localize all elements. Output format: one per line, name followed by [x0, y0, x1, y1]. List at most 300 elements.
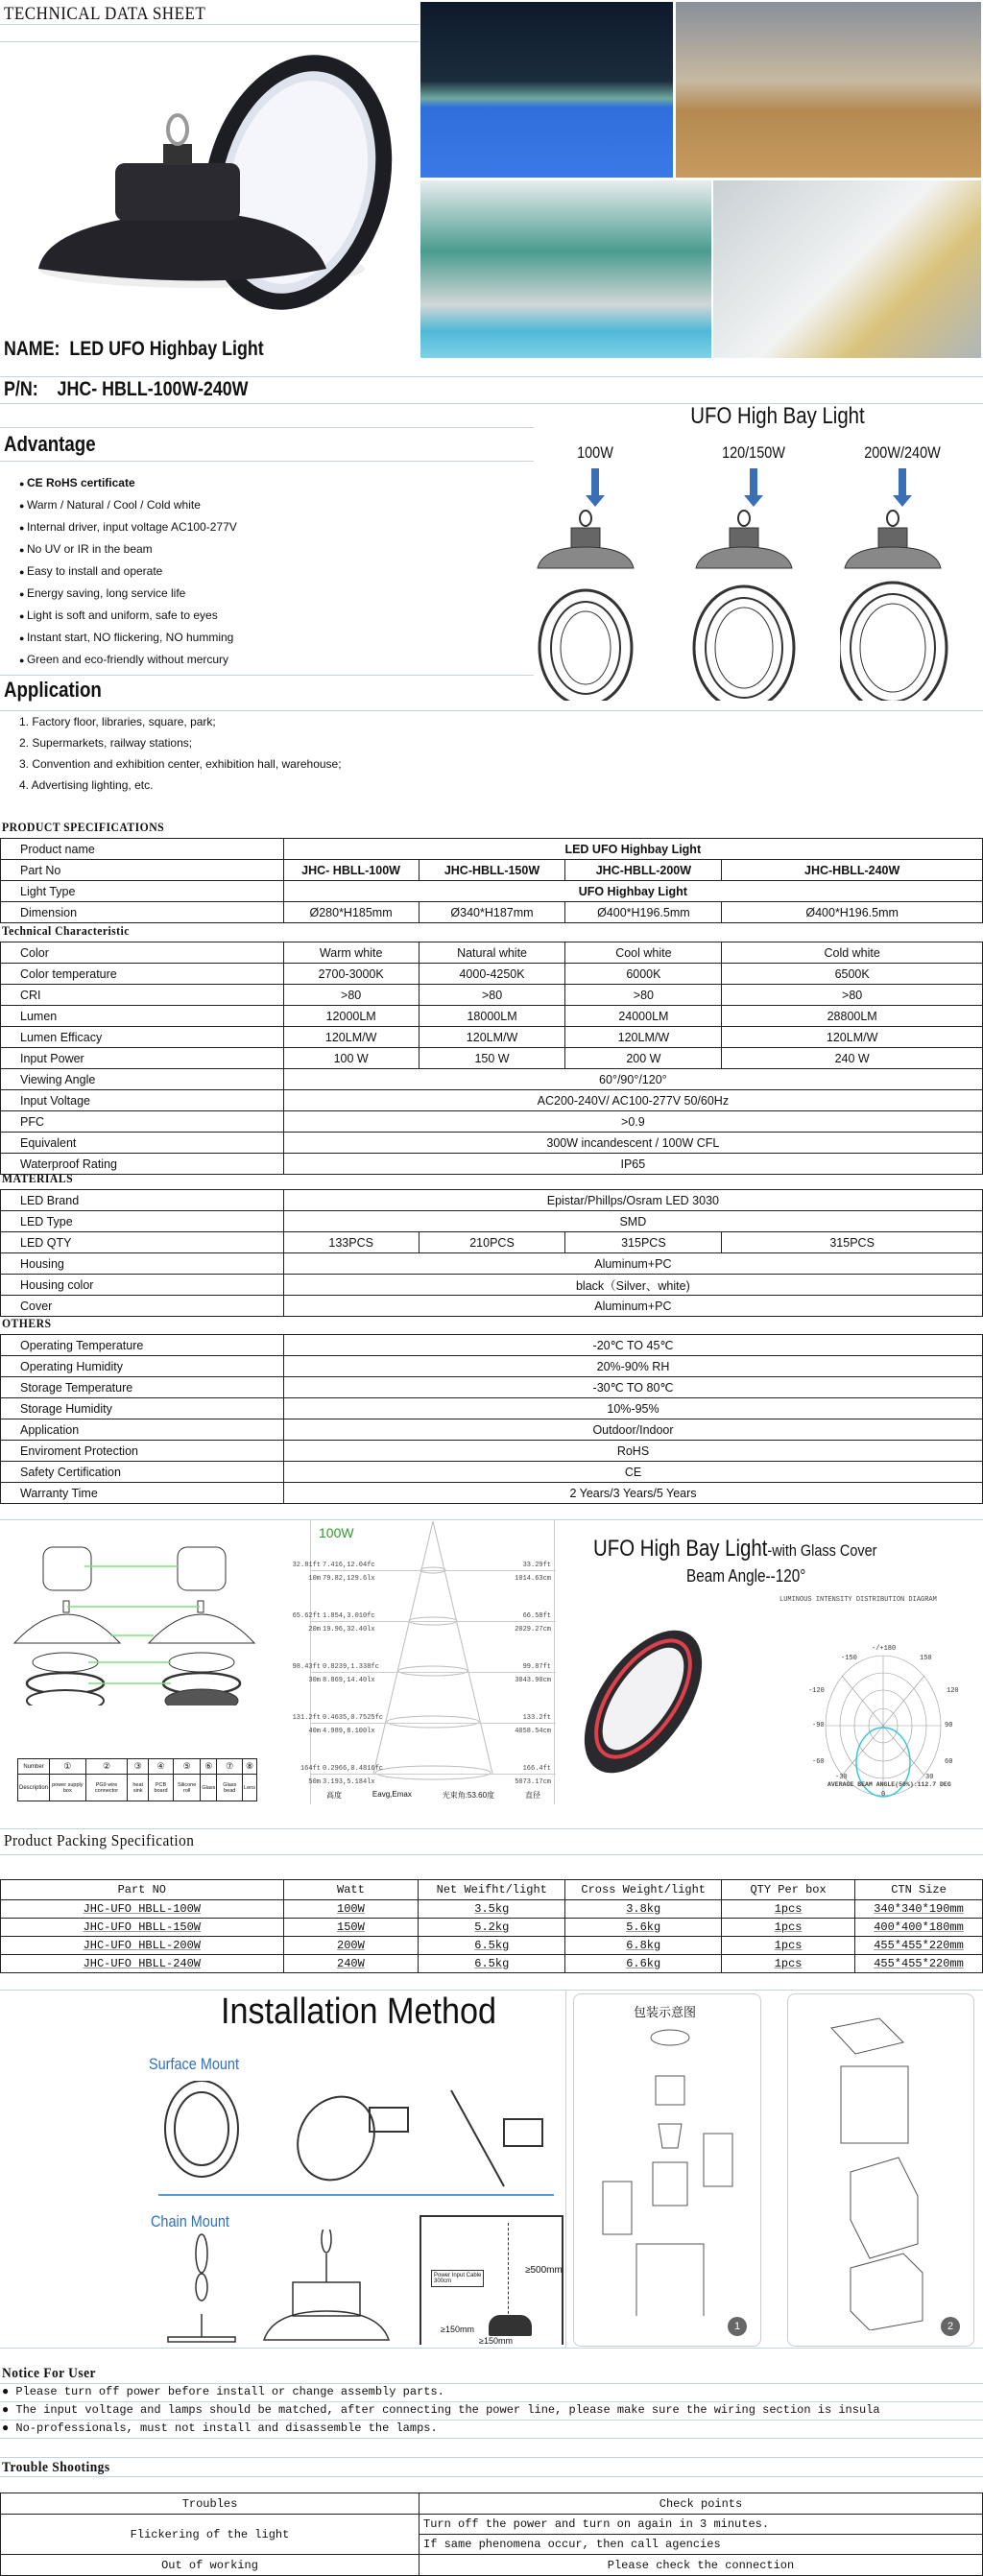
- flicker-check-1: Turn off the power and turn on again in 3 minutes.: [420, 2515, 983, 2535]
- part-number: ①: [50, 1759, 86, 1775]
- glass-cover-lamp-image: [557, 1620, 730, 1783]
- trouble-flicker: Flickering of the light: [1, 2515, 420, 2555]
- height-ft: 131.2ft: [292, 1714, 321, 1722]
- arrow-down-icon: [591, 468, 599, 497]
- packing-cell: 6.5kg: [419, 1937, 565, 1955]
- spec-value: 24000LM: [565, 1006, 722, 1027]
- spec-value: -20℃ TO 45℃: [284, 1335, 983, 1356]
- spec-label: Equivalent: [1, 1133, 284, 1154]
- spec-label: CRI: [1, 985, 284, 1006]
- spec-label: Part No: [1, 860, 284, 881]
- spec-value: 100 W: [283, 1048, 419, 1069]
- illuminance-lx: 8.869,14.40lx: [323, 1677, 375, 1684]
- advantage-item: [19, 472, 237, 494]
- advantage-text: Energy saving, long service life: [26, 586, 186, 600]
- power-cable-note: [431, 2270, 484, 2287]
- advantage-item: [19, 538, 237, 561]
- packing-cell: 455*455*220mm: [855, 1955, 983, 1973]
- arrow-head: [893, 495, 912, 507]
- spec-row: [1, 1190, 983, 1211]
- advantage-text: Light is soft and uniform, safe to eyes: [26, 608, 218, 622]
- spec-label: Operating Temperature: [1, 1335, 284, 1356]
- bullet-icon: ●: [19, 567, 27, 577]
- spec-value: Ø340*H187mm: [419, 902, 565, 923]
- polar-angle-label: 120: [947, 1687, 959, 1695]
- advantage-text: Green and eco-friendly without mercury: [26, 653, 229, 666]
- beam-wattage: 100W: [319, 1525, 354, 1540]
- spec-value: Ø400*H196.5mm: [565, 902, 722, 923]
- spec-value: 6500K: [722, 964, 983, 985]
- spec-value: LED UFO Highbay Light: [283, 839, 982, 860]
- height-m: 10m: [308, 1575, 321, 1583]
- packing-row: [1, 1955, 983, 1973]
- spec-value: 10%-95%: [284, 1398, 983, 1419]
- part-number: [4, 378, 249, 401]
- flicker-check-2: If same phenomena occur, then call agencies: [420, 2535, 983, 2555]
- spec-row: [1, 1069, 983, 1090]
- illuminance-lx: 3.193,5.184lx: [323, 1778, 375, 1786]
- spec-value: CE: [284, 1462, 983, 1483]
- models-diagram: [538, 441, 983, 701]
- spec-value: JHC-HBLL-240W: [722, 860, 983, 881]
- packing-row: [1, 1900, 983, 1919]
- application-item: 4. Advertising lighting, etc.: [19, 778, 154, 792]
- spec-label: LED Type: [1, 1211, 284, 1232]
- packing-cell: 3.5kg: [419, 1900, 565, 1919]
- illuminance-lx: 4.989,8.100lx: [323, 1728, 375, 1735]
- materials-title: MATERIALS: [2, 1171, 74, 1185]
- height-ft: 164ft: [300, 1765, 321, 1773]
- beam-level-line: [311, 1774, 556, 1775]
- spec-label: Viewing Angle: [1, 1069, 284, 1090]
- packing-cell: JHC-UFO HBLL-150W: [1, 1919, 284, 1937]
- application-item: 1. Factory floor, libraries, square, park;: [19, 715, 216, 728]
- bullet-icon: ●: [19, 479, 27, 489]
- spec-label: Safety Certification: [1, 1462, 284, 1483]
- models-diagram-title: UFO High Bay Light: [690, 403, 865, 429]
- packing-cell: 1pcs: [722, 1955, 855, 1973]
- spec-row: [1, 1027, 983, 1048]
- spec-row: [1, 1462, 983, 1483]
- spec-value: 2700-3000K: [283, 964, 419, 985]
- spec-row: [1, 1048, 983, 1069]
- packing-header: CTN Size: [855, 1880, 983, 1900]
- packing-header: QTY Per box: [722, 1880, 855, 1900]
- lamp-drawing: [533, 509, 658, 701]
- packing-cell: JHC-UFO HBLL-100W: [1, 1900, 284, 1919]
- part-number: ⑦: [217, 1759, 243, 1775]
- advantage-text: Instant start, NO flickering, NO humming: [26, 631, 234, 644]
- polar-angle-label: -90: [812, 1722, 825, 1729]
- polar-angle-label: -30: [835, 1774, 848, 1781]
- beam-footer-label: 高度: [325, 1791, 342, 1800]
- part-description: heat sink: [128, 1775, 149, 1801]
- photo-warehouse: [713, 180, 981, 358]
- arrow-down-icon: [750, 468, 757, 497]
- min-side: ≥150mm: [441, 2325, 474, 2334]
- beam-angle: Beam Angle--120°: [686, 1566, 806, 1586]
- spec-row: [1, 1111, 983, 1133]
- spec-label: Storage Humidity: [1, 1398, 284, 1419]
- beam-level-line: [311, 1570, 556, 1571]
- spec-row: [1, 1441, 983, 1462]
- packing-row: [1, 1937, 983, 1955]
- advantage-text: No UV or IR in the beam: [26, 542, 153, 556]
- packing-cell: 455*455*220mm: [855, 1937, 983, 1955]
- arrow-head: [744, 495, 763, 507]
- spec-label: LED QTY: [1, 1232, 284, 1253]
- polar-angle-label: 30: [925, 1774, 934, 1781]
- spec-value: 18000LM: [419, 1006, 565, 1027]
- diameter-ft: 166.4ft: [522, 1765, 551, 1773]
- application-item: 2. Supermarkets, railway stations;: [19, 736, 193, 750]
- spec-value: black（Silver、white): [283, 1275, 982, 1296]
- grid-line: [0, 376, 983, 377]
- installation-title: Installation Method: [221, 1992, 497, 2032]
- part-description: PG9 wire connector: [85, 1775, 128, 1801]
- packing-cell: JHC-UFO HBLL-200W: [1, 1937, 284, 1955]
- spec-row: [1, 1133, 983, 1154]
- part-description: Glass bead: [217, 1775, 243, 1801]
- spec-value: 120LM/W: [565, 1027, 722, 1048]
- packing-cell: 1pcs: [722, 1900, 855, 1919]
- bullet-icon: ●: [19, 501, 27, 511]
- luminous-diagram-title: LUMINOUS INTENSITY DISTRIBUTION DIAGRAM: [779, 1596, 937, 1604]
- spec-value: 210PCS: [419, 1232, 565, 1253]
- min-side-2: ≥150mm: [479, 2336, 513, 2346]
- packing-cell: 400*400*180mm: [855, 1919, 983, 1937]
- packing-header: Cross Weight/light: [565, 1880, 722, 1900]
- spec-label: Dimension: [1, 902, 284, 923]
- polar-angle-label: 0: [881, 1791, 886, 1799]
- spec-value: >0.9: [283, 1111, 982, 1133]
- spec-value: Ø280*H185mm: [283, 902, 419, 923]
- product-name: [4, 338, 264, 361]
- diameter-ft: 33.29ft: [522, 1562, 551, 1569]
- parts-description-row: [18, 1775, 257, 1801]
- advantage-title: Advantage: [4, 432, 96, 456]
- packing-cell: 1pcs: [722, 1937, 855, 1955]
- mount-clearance-diagram: [420, 2215, 563, 2345]
- chain-mount-label: Chain Mount: [151, 2212, 229, 2230]
- spec-row: [1, 881, 983, 902]
- spec-value: JHC-HBLL-150W: [419, 860, 565, 881]
- packing-cell: 6.8kg: [565, 1937, 722, 1955]
- bullet-icon: ●: [19, 656, 27, 665]
- part-number: ②: [85, 1759, 128, 1775]
- grid-line: [0, 2438, 983, 2439]
- spec-row: [1, 1253, 983, 1275]
- part-description: Glass: [201, 1775, 217, 1801]
- beam-distribution-chart: [292, 1519, 555, 1804]
- surface-mount-label: Surface Mount: [149, 2055, 239, 2073]
- spec-value: >80: [565, 985, 722, 1006]
- spec-row: [1, 1154, 983, 1175]
- packing-cell: 1pcs: [722, 1919, 855, 1937]
- grid-line: [0, 2383, 983, 2384]
- others-title: OTHERS: [2, 1316, 52, 1330]
- height-m: 20m: [308, 1626, 321, 1634]
- polar-angle-label: -/+180: [872, 1645, 897, 1653]
- glass-title-suffix: -with Glass Cover: [767, 1541, 877, 1560]
- height-m: 50m: [308, 1778, 321, 1786]
- polar-angle-label: 90: [945, 1722, 953, 1729]
- part-number: ③: [128, 1759, 149, 1775]
- spec-row: [1, 1398, 983, 1419]
- photo-badminton-hall: [420, 2, 673, 178]
- polar-angle-label: -60: [812, 1758, 825, 1766]
- packing-cell: 5.2kg: [419, 1919, 565, 1937]
- illuminance-fc: 7.416,12.04fc: [323, 1562, 375, 1569]
- part-description: power supply box: [50, 1775, 86, 1801]
- spec-value: 28800LM: [722, 1006, 983, 1027]
- glass-cover-panel: [557, 1534, 979, 1802]
- spec-row: [1, 942, 983, 964]
- glass-title-main: UFO High Bay Light: [593, 1536, 768, 1562]
- spec-label: Color temperature: [1, 964, 284, 985]
- spec-row: [1, 1483, 983, 1504]
- spec-label: Enviroment Protection: [1, 1441, 284, 1462]
- min-height: ≥500mm: [525, 2265, 563, 2276]
- step-number: 1: [728, 2317, 747, 2336]
- spec-row: [1, 902, 983, 923]
- spec-row: [1, 964, 983, 985]
- advantage-item: [19, 627, 237, 649]
- diameter-ft: 66.58ft: [522, 1612, 551, 1620]
- advantage-item: [19, 516, 237, 538]
- packing-cell: 340*340*190mm: [855, 1900, 983, 1919]
- grid-line: [0, 1828, 983, 1829]
- beam-footer-label: 光束角:53.60度: [442, 1791, 495, 1800]
- beam-level-line: [311, 1621, 556, 1622]
- spec-label: Housing color: [1, 1275, 284, 1296]
- grid-line: [0, 675, 534, 676]
- arrow-head: [586, 495, 605, 507]
- spec-value: 120LM/W: [283, 1027, 419, 1048]
- height-m: 40m: [308, 1728, 321, 1735]
- polar-angle-label: -120: [808, 1687, 825, 1695]
- application-title: Application: [4, 678, 102, 702]
- spec-value: 120LM/W: [419, 1027, 565, 1048]
- model-wattage: 100W: [577, 443, 613, 462]
- diameter-cm: 4058.54cm: [515, 1728, 551, 1735]
- spec-value: Epistar/Phillps/Osram LED 3030: [283, 1190, 982, 1211]
- spec-row: [1, 860, 983, 881]
- spec-value: Aluminum+PC: [283, 1253, 982, 1275]
- spec-label: Housing: [1, 1253, 284, 1275]
- spec-row: [1, 1275, 983, 1296]
- spec-label: Application: [1, 1419, 284, 1441]
- grid-line: [0, 2420, 983, 2421]
- part-description: PCB board: [149, 1775, 174, 1801]
- arrow-down-icon: [899, 468, 906, 497]
- spec-label: Input Voltage: [1, 1090, 284, 1111]
- grid-line: [0, 2476, 983, 2477]
- packing-header: Net Weifht/light: [419, 1880, 565, 1900]
- spec-value: 120LM/W: [722, 1027, 983, 1048]
- product-image: [19, 48, 403, 317]
- spec-value: 315PCS: [565, 1232, 722, 1253]
- spec-value: 4000-4250K: [419, 964, 565, 985]
- spec-value: JHC-HBLL-200W: [565, 860, 722, 881]
- spec-row: [1, 1296, 983, 1317]
- spec-value: 240 W: [722, 1048, 983, 1069]
- spec-value: Cold white: [722, 942, 983, 964]
- notice-text: The input voltage and lamps should be matched, after connecting the power line, please make sure the wiring section is insula: [15, 2403, 880, 2417]
- spec-row: [1, 1211, 983, 1232]
- packing-header-row: [1, 1880, 983, 1900]
- parts-description-label: Description: [18, 1775, 50, 1801]
- advantage-item: [19, 561, 237, 583]
- advantage-item: [19, 649, 237, 671]
- packing-header: Part NO: [1, 1880, 284, 1900]
- polar-angle-label: 60: [945, 1758, 953, 1766]
- packing-cell: 5.6kg: [565, 1919, 722, 1937]
- illuminance-lx: 19.96,32.40lx: [323, 1626, 375, 1634]
- cable-length: 300cm: [434, 2278, 452, 2284]
- spec-value: UFO Highbay Light: [283, 881, 982, 902]
- spec-value: 6000K: [565, 964, 722, 985]
- suspension-cable: [508, 2223, 509, 2319]
- spec-value: RoHS: [284, 1441, 983, 1462]
- checkpoint-header: Check points: [420, 2493, 983, 2515]
- packing-cell: 6.5kg: [419, 1955, 565, 1973]
- trouble-out: Out of working: [1, 2555, 420, 2576]
- illuminance-fc: 1.854,3.010fc: [323, 1612, 375, 1620]
- bullet-icon: ●: [19, 611, 27, 621]
- packing-cell: 100W: [283, 1900, 419, 1919]
- spec-row: [1, 985, 983, 1006]
- part-number: ⑤: [173, 1759, 200, 1775]
- trouble-title: Trouble Shootings: [2, 2460, 110, 2475]
- spec-value: Warm white: [283, 942, 419, 964]
- spec-value: AC200-240V/ AC100-277V 50/60Hz: [283, 1090, 982, 1111]
- materials-table: [0, 1189, 983, 1317]
- spec-value: Aluminum+PC: [283, 1296, 982, 1317]
- parts-number-label: Number: [18, 1759, 50, 1775]
- packing-cell: 200W: [283, 1937, 419, 1955]
- bullet-icon: ●: [19, 523, 27, 533]
- illuminance-fc: 0.8239,1.338fc: [323, 1663, 379, 1671]
- spec-value: >80: [722, 985, 983, 1006]
- application-list: [19, 711, 342, 796]
- beam-footer-label: Eavg,Emax: [372, 1790, 412, 1799]
- packing-cell: 6.6kg: [565, 1955, 722, 1973]
- beam-level-line: [311, 1723, 556, 1724]
- spec-value: Cool white: [565, 942, 722, 964]
- product-specs-table: [0, 838, 983, 923]
- height-ft: 98.43ft: [292, 1663, 321, 1671]
- spec-row: [1, 1090, 983, 1111]
- spec-value: 20%-90% RH: [284, 1356, 983, 1377]
- spec-row: [1, 1232, 983, 1253]
- name-value: LED UFO Highbay Light: [69, 338, 264, 360]
- spec-row: [1, 1335, 983, 1356]
- document-title: TECHNICAL DATA SHEET: [4, 4, 206, 24]
- parts-table: [17, 1758, 257, 1801]
- height-m: 30m: [308, 1677, 321, 1684]
- glass-cover-title: [593, 1536, 876, 1562]
- spec-value: 2 Years/3 Years/5 Years: [284, 1483, 983, 1504]
- beam-level-line: [311, 1672, 556, 1673]
- packing-cell: JHC-UFO HBLL-240W: [1, 1955, 284, 1973]
- photo-swimming-pool: [420, 180, 711, 358]
- advantage-item: [19, 605, 237, 627]
- spec-value: 12000LM: [283, 1006, 419, 1027]
- diameter-cm: 1014.63cm: [515, 1575, 551, 1583]
- trouble-header: Troubles: [1, 2493, 420, 2515]
- notice-text: No-professionals, must not install and disassemble the lamps.: [15, 2421, 438, 2435]
- spec-label: Waterproof Rating: [1, 1154, 284, 1175]
- spec-value: Ø400*H196.5mm: [722, 902, 983, 923]
- spec-value: 200 W: [565, 1048, 722, 1069]
- illuminance-lx: 79.82,129.6lx: [323, 1575, 375, 1583]
- technical-table: [0, 942, 983, 1175]
- photo-basketball-hall: [676, 2, 981, 178]
- spec-label: PFC: [1, 1111, 284, 1133]
- spec-row: [1, 1377, 983, 1398]
- polar-angle-label: -150: [841, 1655, 857, 1662]
- exploded-view: [0, 1538, 269, 1795]
- spec-label: Cover: [1, 1296, 284, 1317]
- polar-angle-label: 150: [920, 1655, 932, 1662]
- spec-label: Input Power: [1, 1048, 284, 1069]
- advantage-list: [19, 472, 237, 671]
- packing-title: Product Packing Specification: [4, 1831, 195, 1849]
- packing-cell: 3.8kg: [565, 1900, 722, 1919]
- diameter-ft: 133.2ft: [522, 1714, 551, 1722]
- bullet-icon: ●: [19, 545, 27, 555]
- spec-label: Warranty Time: [1, 1483, 284, 1504]
- part-number: ⑥: [201, 1759, 217, 1775]
- beam-footer-label: 直径: [524, 1791, 540, 1800]
- spec-label: Color: [1, 942, 284, 964]
- spec-value: 60°/90°/120°: [283, 1069, 982, 1090]
- spec-value: >80: [419, 985, 565, 1006]
- spec-row: [1, 1419, 983, 1441]
- height-ft: 32.81ft: [292, 1562, 321, 1569]
- notice-title: Notice For User: [2, 2366, 96, 2381]
- spec-label: Storage Temperature: [1, 1377, 284, 1398]
- packing-diagram-title: 包装示意图: [634, 2005, 697, 2019]
- packing-step-1: [573, 1993, 761, 2347]
- part-description: Lens: [243, 1775, 257, 1801]
- advantage-item: [19, 583, 237, 605]
- spec-value: 133PCS: [283, 1232, 419, 1253]
- spec-label: Light Type: [1, 881, 284, 902]
- spec-value: 300W incandescent / 100W CFL: [283, 1133, 982, 1154]
- parts-number-row: [18, 1759, 257, 1775]
- spec-row: [1, 1356, 983, 1377]
- spec-value: Outdoor/Indoor: [284, 1419, 983, 1441]
- diameter-cm: 3043.90cm: [515, 1677, 551, 1684]
- packing-step-2: [787, 1993, 974, 2347]
- grid-line: [0, 461, 534, 462]
- packing-table: [0, 1879, 983, 1973]
- packing-cell: 240W: [283, 1955, 419, 1973]
- packing-cell: 150W: [283, 1919, 419, 1937]
- model-wattage: 120/150W: [722, 443, 785, 462]
- notice-item: [2, 2385, 444, 2398]
- others-table: [0, 1334, 983, 1504]
- step-number: 2: [941, 2317, 960, 2336]
- diameter-cm: 2029.27cm: [515, 1626, 551, 1634]
- spec-value: JHC- HBLL-100W: [283, 860, 419, 881]
- spec-label: Product name: [1, 839, 284, 860]
- diameter-cm: 5073.17cm: [515, 1778, 551, 1786]
- part-description: Silicone roll: [173, 1775, 200, 1801]
- notice-text: Please turn off power before install or change assembly parts.: [15, 2385, 444, 2398]
